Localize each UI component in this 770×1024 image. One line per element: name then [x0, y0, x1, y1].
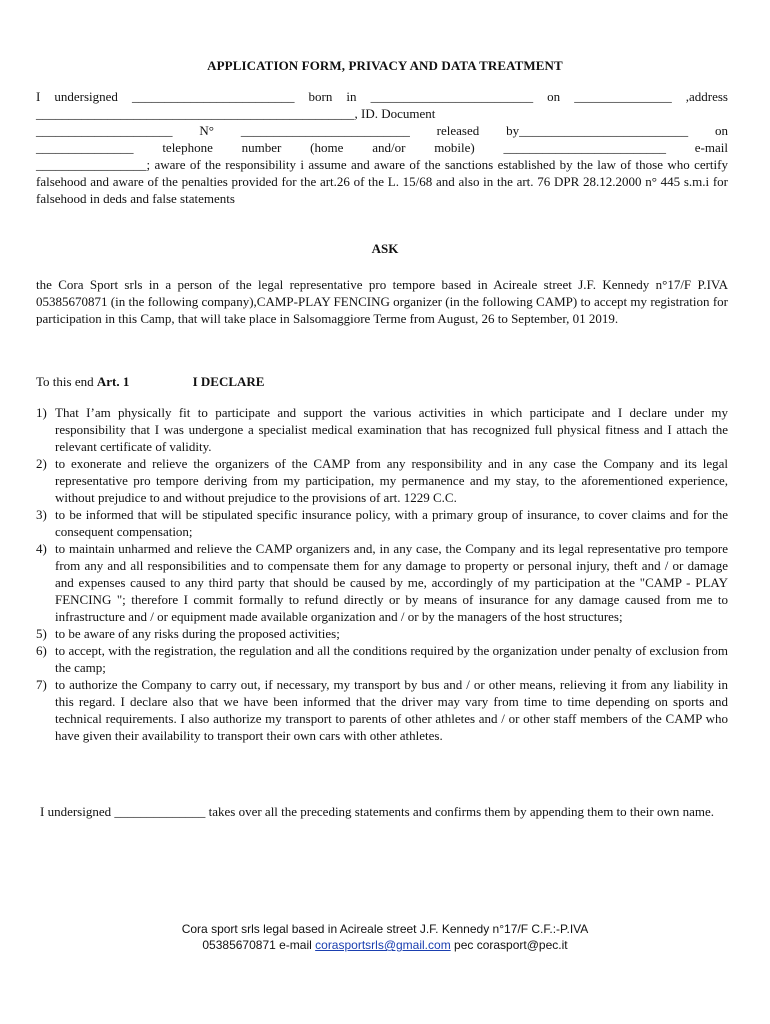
footer-vat-email: 05385670871 e-mail: [202, 938, 312, 952]
item-text: to maintain unharmed and relieve the CAMP organizers and, in any case, the Company and its legal representative pro tempore from any and all responsibilities and to compensate them for any damage to property or personal injury, theft and / or damage and expenses caused to any third party that should be caused by me, accordingly of my participation at the "CAMP - PLAY FENCING "; therefore I commit formally to refund directly or by means of insurance for any damage caused from me to infrastructure and / or equipment made available organization and / or by the managers of the host structures;: [55, 541, 728, 624]
intro-line-responsibility: _________________; aware of the responsibility i assume and aware of the sanctions established by the law of those who certify falsehood and aware of the penalties provided for the art.26 of the L. 15/68 and also in the art. 76 DPR 28.12.2000 n° 445 s.m.i for falsehood in deds and false statements: [36, 157, 728, 206]
item-text: to be aware of any risks during the proposed activities;: [55, 626, 340, 641]
intro-line-document: _____________________ N° __________________________ released by__________________________ on: [36, 123, 728, 138]
declare-line: [36, 373, 728, 390]
item-number: 2): [36, 456, 47, 471]
list-item: [36, 676, 728, 744]
footer: [0, 921, 770, 953]
intro-line-name: I undersigned _________________________ born in _________________________ on _______________ ,address: [36, 89, 728, 104]
item-number: 7): [36, 677, 47, 692]
intro-line-address: _________________________________________________, ID. Document: [36, 106, 436, 121]
declarations-list: [36, 404, 728, 744]
ask-paragraph: the Cora Sport srls in a person of the legal representative pro tempore based in Acireale street J.F. Kennedy n°17/F P.IVA 05385670871 (in the following company),CAMP-PLAY FENCING organizer (in the following CAMP) to accept my registration for participation in this Camp, that will take place in Salsomaggiore Terme from August, 26 to September, 01 2019.: [36, 277, 728, 326]
applicant-details: [36, 88, 728, 207]
email-link[interactable]: corasportsrls@gmail.com: [315, 938, 451, 952]
intro-line-contacts: _______________ telephone number (home and/or mobile) _________________________ e-mail: [36, 140, 728, 155]
item-number: 3): [36, 507, 47, 522]
item-text: to be informed that will be stipulated specific insurance policy, with a primary group of insurance, to cover claims and for the consequent compensation;: [55, 507, 728, 539]
item-number: 5): [36, 626, 47, 641]
list-item: [36, 540, 728, 625]
document-title: APPLICATION FORM, PRIVACY AND DATA TREATMENT: [207, 58, 563, 73]
list-item: [36, 506, 728, 540]
footer-pec: pec corasport@pec.it: [454, 938, 568, 952]
item-text: to authorize the Company to carry out, if necessary, my transport by bus and / or other means, relieving it from any liability in this regard. I declare also that we have been informed that the driver may vary from time to time depending on sports and technical requirements. I also authorize my transport to parents of other athletes and / or other staff members of the CAMP who have given their availability to transport their own cars with other athletes.: [55, 677, 728, 743]
declare-heading: I DECLARE: [192, 374, 265, 389]
list-item: [36, 404, 728, 455]
item-text: to accept, with the registration, the regulation and all the conditions required by the organization under penalty of exclusion from the camp;: [55, 643, 728, 675]
article-label: Art. 1: [96, 374, 130, 389]
item-number: 6): [36, 643, 47, 658]
item-text: That I’am physically fit to participate and support the various activities in which participate and I declare under my responsibility that I was undergone a specialist medical examination that has recognized full physical fitness and I attach the relevant certificate of validity.: [55, 405, 728, 454]
footer-line-1: Cora sport srls legal based in Acireale street J.F. Kennedy n°17/F C.F.:-P.IVA: [181, 922, 589, 936]
declare-prefix: To this end: [36, 374, 94, 389]
item-number: 4): [36, 541, 47, 556]
footer-line-2: [0, 937, 770, 953]
list-item: [36, 642, 728, 676]
list-item: [36, 625, 728, 642]
ask-heading: ASK: [371, 241, 399, 256]
closing-statement: I undersigned ______________ takes over all the preceding statements and confirms them by appending them to their own name.: [40, 804, 715, 819]
item-number: 1): [36, 405, 47, 420]
list-item: [36, 455, 728, 506]
item-text: to exonerate and relieve the organizers of the CAMP from any responsibility and in any case the Company and its legal representative pro tempore deriving from my participation, my permanence and my stay, to the aforementioned experience, without prejudice to and without prejudice to the provisions of art. 1229 C.C.: [55, 456, 728, 505]
